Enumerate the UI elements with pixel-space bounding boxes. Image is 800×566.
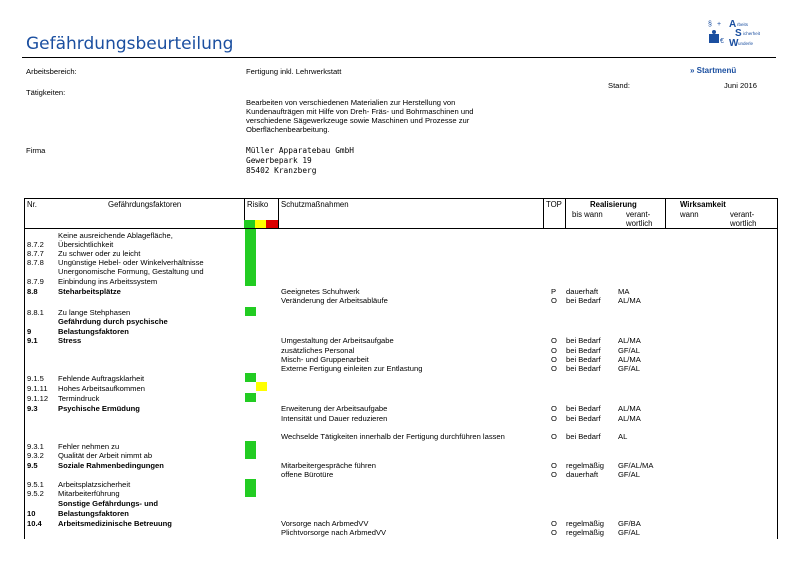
factor-text: Gefährdung durch psychische bbox=[58, 317, 168, 326]
col-divider bbox=[665, 198, 666, 228]
factor-nr: 9.3.2 bbox=[27, 451, 44, 460]
measure-top: O bbox=[551, 355, 557, 364]
factor-text: Termindruck bbox=[58, 394, 100, 403]
page-title: Gefährdungsbeurteilung bbox=[26, 34, 234, 54]
factor-text: Stress bbox=[58, 336, 82, 345]
measure-text: Plichtvorsorge nach ArbmedVV bbox=[281, 528, 387, 537]
factor-text: Übersichtlichkeit bbox=[58, 240, 114, 249]
measure-bis-wann: dauerhaft bbox=[566, 287, 599, 296]
col-w-verant: verant- bbox=[730, 210, 755, 219]
taetigkeiten-line-1: Bearbeiten von verschiedenen Materialien zur Herstellung von bbox=[246, 98, 456, 107]
factor-nr: 8.8 bbox=[27, 287, 38, 296]
measure-top: O bbox=[551, 336, 557, 345]
col-nr: Nr. bbox=[27, 200, 37, 209]
stand-value: Juni 2016 bbox=[724, 81, 757, 90]
risk-cell-green bbox=[245, 229, 256, 286]
measure-top: O bbox=[551, 470, 557, 479]
factor-text: Unergonomische Formung, Gestaltung und bbox=[58, 267, 204, 276]
taetigkeiten-line-2: Kundenaufträgen mit Hilfe von Dreh- Fräs- und Bohrmaschinen und bbox=[246, 107, 474, 116]
taetigkeiten-label: Tätigkeiten: bbox=[26, 88, 66, 97]
col-divider bbox=[278, 198, 279, 228]
factor-text: Arbeitsmedizinische Betreuung bbox=[58, 519, 172, 528]
taetigkeiten-line-4: Oberflächenbearbeitung. bbox=[246, 125, 330, 134]
factor-nr: 8.8.1 bbox=[27, 308, 44, 317]
measure-bis-wann: bei Bedarf bbox=[566, 414, 601, 423]
factor-text: Zu schwer oder zu leicht bbox=[58, 249, 141, 258]
factor-text: Soziale Rahmenbedingungen bbox=[58, 461, 164, 470]
measure-top: O bbox=[551, 461, 557, 470]
firma-line-3: 85402 Kranzberg bbox=[246, 166, 317, 175]
svg-text:§: § bbox=[708, 21, 712, 28]
svg-text:S: S bbox=[735, 28, 742, 39]
svg-text:icherheit: icherheit bbox=[743, 31, 761, 36]
measure-text: offene Bürotüre bbox=[281, 470, 334, 479]
col-wirksamkeit: Wirksamkeit bbox=[680, 200, 726, 209]
svg-text:A: A bbox=[729, 19, 737, 30]
factor-nr: 8.7.8 bbox=[27, 258, 44, 267]
factor-text: Fehler nehmen zu bbox=[58, 442, 120, 451]
factor-text: Einbindung ins Arbeitssystem bbox=[58, 277, 158, 286]
arbeitsbereich-value: Fertigung inkl. Lehrwerkstatt bbox=[246, 67, 342, 76]
factor-nr: 8.7.9 bbox=[27, 277, 44, 286]
arbeitsbereich-label: Arbeitsbereich: bbox=[26, 67, 77, 76]
measure-bis-wann: bei Bedarf bbox=[566, 346, 601, 355]
factor-text: Qualität der Arbeit nimmt ab bbox=[58, 451, 153, 460]
col-verant: verant- bbox=[626, 210, 651, 219]
factor-text: Sonstige Gefährdungs- und bbox=[58, 499, 158, 508]
measure-verantwortlich: GF/AL bbox=[618, 528, 640, 537]
measure-text: Intensität und Dauer reduzieren bbox=[281, 414, 388, 423]
factor-text: Mitarbeiterführung bbox=[58, 489, 120, 498]
factor-text: Fehlende Auftragsklarheit bbox=[58, 374, 145, 383]
measure-verantwortlich: AL/MA bbox=[618, 414, 641, 423]
measure-verantwortlich: AL/MA bbox=[618, 296, 641, 305]
measure-verantwortlich: GF/BA bbox=[618, 519, 641, 528]
risk-header-red bbox=[266, 220, 278, 228]
factor-text: Zu lange Stehphasen bbox=[58, 308, 131, 317]
measure-top: O bbox=[551, 414, 557, 423]
measure-verantwortlich: AL bbox=[618, 432, 628, 441]
measure-text: Erweiterung der Arbeitsaufgabe bbox=[281, 404, 388, 413]
risk-header-green bbox=[244, 220, 255, 228]
risk-cell-green bbox=[245, 393, 256, 402]
firma-label: Firma bbox=[26, 146, 46, 155]
measure-bis-wann: dauerhaft bbox=[566, 470, 599, 479]
measure-text: Geeignetes Schuhwerk bbox=[281, 287, 360, 296]
measure-bis-wann: regelmäßig bbox=[566, 528, 604, 537]
col-top: TOP bbox=[546, 200, 562, 209]
measure-bis-wann: bei Bedarf bbox=[566, 355, 601, 364]
factor-nr: 10.4 bbox=[27, 519, 42, 528]
risk-header-yellow bbox=[255, 220, 266, 228]
measure-top: O bbox=[551, 404, 557, 413]
svg-text:underle: underle bbox=[738, 41, 754, 46]
measure-bis-wann: regelmäßig bbox=[566, 461, 604, 470]
col-verant-2: wortlich bbox=[626, 219, 653, 228]
factor-text: Steharbeitsplätze bbox=[58, 287, 121, 296]
measure-text: Wechselde Tätigkeiten innerhalb der Fertigung durchführen lassen bbox=[281, 432, 505, 441]
title-rule bbox=[22, 57, 776, 58]
measure-verantwortlich: GF/AL/MA bbox=[618, 461, 654, 470]
risk-cell-green bbox=[245, 373, 256, 382]
factor-nr: 9.3 bbox=[27, 404, 38, 413]
risk-cell-green bbox=[245, 479, 256, 497]
company-logo bbox=[705, 17, 773, 49]
measure-text: Mitarbeitergespräche führen bbox=[281, 461, 376, 470]
factor-nr: 8.7.7 bbox=[27, 249, 44, 258]
measure-verantwortlich: GF/AL bbox=[618, 364, 640, 373]
col-w-verant-2: wortlich bbox=[730, 219, 757, 228]
factor-text: Psychische Ermüdung bbox=[58, 404, 140, 413]
factor-text: Belastungsfaktoren bbox=[58, 327, 129, 336]
factor-text: Arbeitsplatzsicherheit bbox=[58, 480, 131, 489]
factor-nr: 9.3.1 bbox=[27, 442, 44, 451]
risk-cell-yellow bbox=[256, 382, 267, 391]
table-header-rule bbox=[24, 228, 777, 229]
col-faktoren: Gefährdungsfaktoren bbox=[108, 200, 182, 209]
factor-nr: 8.7.2 bbox=[27, 240, 44, 249]
measure-top: O bbox=[551, 519, 557, 528]
factor-nr: 9.5 bbox=[27, 461, 38, 470]
factor-nr: 10 bbox=[27, 509, 36, 518]
factor-nr: 9.1.5 bbox=[27, 374, 44, 383]
col-wann: wann bbox=[680, 210, 699, 219]
measure-verantwortlich: GF/AL bbox=[618, 346, 640, 355]
measure-text: Externe Fertigung einleiten zur Entlastung bbox=[281, 364, 423, 373]
factor-text: Keine ausreichende Ablagefläche, bbox=[58, 231, 173, 240]
col-risiko: Risiko bbox=[247, 200, 269, 209]
taetigkeiten-line-3: verschiedene Sägewerkzeuge sowie Maschinen und Prozesse zur bbox=[246, 116, 470, 125]
factor-nr: 9.1.11 bbox=[27, 384, 48, 393]
factor-nr: 9.5.1 bbox=[27, 480, 44, 489]
svg-text:W: W bbox=[729, 38, 739, 49]
measure-verantwortlich: AL/MA bbox=[618, 355, 641, 364]
measure-top: O bbox=[551, 346, 557, 355]
measure-verantwortlich: AL/MA bbox=[618, 404, 641, 413]
measure-text: Umgestaltung der Arbeitsaufgabe bbox=[281, 336, 394, 345]
measure-top: O bbox=[551, 364, 557, 373]
risk-cell-green bbox=[245, 441, 256, 459]
col-divider bbox=[543, 198, 544, 228]
col-massnahmen: Schutzmaßnahmen bbox=[281, 200, 349, 209]
measure-top: O bbox=[551, 528, 557, 537]
measure-text: zusätzliches Personal bbox=[281, 346, 355, 355]
measure-top: P bbox=[551, 287, 557, 296]
measure-text: Misch- und Gruppenarbeit bbox=[281, 355, 369, 364]
measure-top: O bbox=[551, 296, 557, 305]
col-realisierung: Realisierung bbox=[590, 200, 637, 209]
factor-text: Belastungsfaktoren bbox=[58, 509, 129, 518]
svg-text:rbeits: rbeits bbox=[737, 22, 749, 27]
measure-bis-wann: bei Bedarf bbox=[566, 404, 601, 413]
svg-text:+: + bbox=[717, 21, 722, 28]
firma-line-1: Müller Apparatebau GmbH bbox=[246, 146, 354, 155]
measure-bis-wann: bei Bedarf bbox=[566, 432, 601, 441]
factor-nr: 9.1 bbox=[27, 336, 38, 345]
measure-top: O bbox=[551, 432, 557, 441]
stand-label: Stand: bbox=[608, 81, 630, 90]
measure-verantwortlich: AL/MA bbox=[618, 336, 641, 345]
start-menu-link[interactable]: » Startmenü bbox=[690, 66, 737, 75]
factor-text: Ungünstige Hebel- oder Winkelverhältnisse bbox=[58, 258, 204, 267]
measure-text: Vorsorge nach ArbmedVV bbox=[281, 519, 369, 528]
factor-text: Hohes Arbeitsaufkommen bbox=[58, 384, 145, 393]
measure-bis-wann: regelmäßig bbox=[566, 519, 604, 528]
measure-verantwortlich: GF/AL bbox=[618, 470, 640, 479]
factor-nr: 9.1.12 bbox=[27, 394, 49, 403]
measure-verantwortlich: MA bbox=[618, 287, 630, 296]
factor-nr: 9 bbox=[27, 327, 32, 336]
col-bis-wann: bis wann bbox=[572, 210, 603, 219]
measure-bis-wann: bei Bedarf bbox=[566, 296, 601, 305]
measure-text: Veränderung der Arbeitsabläufe bbox=[281, 296, 388, 305]
col-divider bbox=[565, 198, 566, 228]
measure-bis-wann: bei Bedarf bbox=[566, 336, 601, 345]
risk-cell-green bbox=[245, 307, 256, 316]
factor-nr: 9.5.2 bbox=[27, 489, 44, 498]
firma-line-2: Gewerbepark 19 bbox=[246, 156, 312, 165]
svg-text:€: € bbox=[720, 38, 724, 45]
measure-bis-wann: bei Bedarf bbox=[566, 364, 601, 373]
